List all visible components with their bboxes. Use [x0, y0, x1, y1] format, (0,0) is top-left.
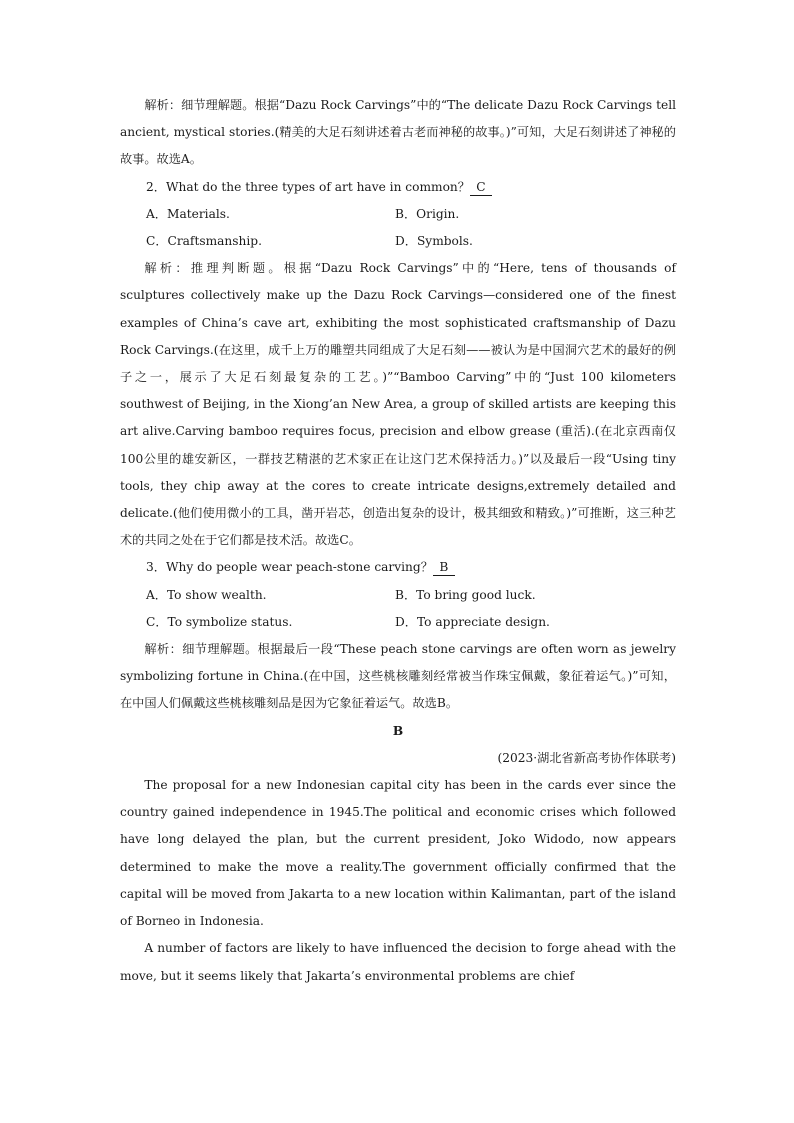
option-c: C．To symbolize status.	[146, 614, 293, 629]
option-a: A．To show wealth.	[146, 587, 267, 602]
explanation-q1: 解析：细节理解题。根据“Dazu Rock Carvings”中的“The delicate Dazu Rock Carvings tell ancient, mystical stories.(精美的大足石刻讲述着古老而神秘的故事。)”可知，大足石刻讲述了神秘的故事。故选A。	[120, 98, 676, 167]
option-d: D．Symbols.	[395, 234, 473, 249]
question-3-options-row-1	[120, 582, 676, 609]
option-b: B．To bring good luck.	[395, 587, 536, 602]
passage-paragraph-2: A number of factors are likely to have influenced the decision to forge ahead with the move, but it seems likely that Jakarta’s environmental problems are chief	[120, 941, 676, 983]
passage-paragraph-1: The proposal for a new Indonesian capital city has been in the cards ever since the country gained independence in 1945.The political and economic crises which followed have long delayed the plan, but the current president, Joko Widodo, now appears determined to make the move a reality.The government officially confirmed that the capital will be moved from Jakarta to a new location within Kalimantan, part of the island of Borneo in Indonesia.	[120, 778, 676, 929]
question-2-answer: C	[470, 179, 492, 196]
question-3-answer: B	[433, 559, 455, 576]
question-2	[120, 174, 676, 201]
question-2-options-row-1	[120, 201, 676, 228]
option-a: A．Materials.	[146, 206, 230, 221]
question-3-options-row-2	[120, 609, 676, 636]
option-b: B．Origin.	[395, 206, 460, 221]
question-2-options-row-2	[120, 228, 676, 255]
explanation-q2: 解析：推理判断题。根据“Dazu Rock Carvings”中的“Here, tens of thousands of sculptures collectively make up the Dazu Rock Carvings—considered one of the finest examples of China’s cave art, exhibiting the most sophisticated craftsmanship of Dazu Rock Carvings.(在这里，成千上万的雕塑共同组成了大足石刻——被认为是中国洞穴艺术的最好的例子之一，展示了大足石刻最复杂的工艺。)”“Bamboo Carving”中的“Just 100 kilometers southwest of Beijing, in the Xiong’an New Area, a group of skilled artists are keeping this art alive.Carving bamboo requires focus, precision and elbow grease (重活).(在北京西南仅100公里的雄安新区，一群技艺精湛的艺术家正在让这门艺术保持活力。)”以及最后一段“Using tiny tools, they chip away at the cores to create intricate designs,extremely detailed and delicate.(他们使用微小的工具，凿开岩芯，创造出复杂的设计，极其细致和精致。)”可推断，这三种艺术的共同之处在于它们都是技术活。故选C。	[120, 261, 676, 548]
source-note: (2023·湖北省新高考协作体联考)	[497, 750, 676, 765]
question-2-stem: 2．What do the three types of art have in common？	[146, 179, 470, 194]
section-heading: B	[392, 723, 404, 738]
question-3-stem: 3．Why do people wear peach-stone carving？	[146, 560, 433, 575]
question-3	[120, 554, 676, 581]
option-d: D．To appreciate design.	[395, 614, 550, 629]
explanation-q3: 解析：细节理解题。根据最后一段“These peach stone carvings are often worn as jewelry symbolizing fortune in China.(在中国，这些桃核雕刻经常被当作珠宝佩戴，象征着运气。)”可知，在中国人们佩戴这些桃核雕刻品是因为它象征着运气。故选B。	[120, 642, 676, 711]
option-c: C．Craftsmanship.	[146, 234, 262, 249]
document-page	[120, 92, 676, 990]
